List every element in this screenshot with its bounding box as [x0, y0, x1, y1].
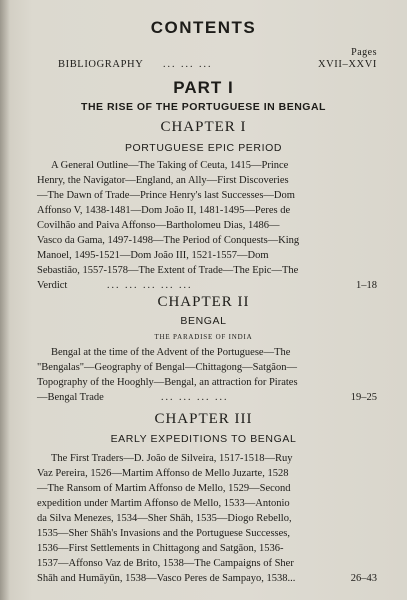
chapter-1-pages: 1–18 [356, 280, 377, 291]
entry-line-text: Verdict [37, 280, 68, 291]
entry-line: Covilhão and Paiva Affonso—Bartholomeu Dias, 1486— [37, 220, 280, 231]
entry-line: 1535—Sher Shāh's Invasions and the Portuguese Successes, [37, 528, 290, 539]
entry-line: 1537—Affonso Vaz de Brito, 1538—The Campaigns of Sher [37, 558, 294, 569]
entry-line: da Silva Menezes, 1534—Sher Shāh, 1535—Diogo Rebello, [37, 513, 292, 524]
entry-line: Affonso V, 1438-1481—Dom João II, 1481-1495—Peres de [37, 205, 291, 216]
chapter-1-heading: CHAPTER I [160, 119, 247, 135]
entry-line: Sebastião, 1557-1578—The Extent of Trade—The Epic—The [37, 265, 299, 276]
entry-line: "Bengalas"—Geography of Bengal—Chittagong—Satgãon— [37, 362, 297, 373]
chapter-3-heading: CHAPTER III [154, 411, 253, 427]
part-subtitle: THE RISE OF THE PORTUGUESE IN BENGAL [81, 101, 326, 113]
entry-line: A General Outline—The Taking of Ceuta, 1415—Prince [51, 160, 289, 171]
entry-line: The First Traders—D. João de Silveira, 1517-1518—Ruy [51, 453, 293, 464]
part-title: PART I [173, 78, 234, 97]
chapter-2-heading: CHAPTER II [157, 294, 250, 310]
leader-dots: ... ... ... ... ... [107, 280, 193, 291]
leader-dots: ... ... ... ... [161, 392, 229, 403]
entry-line: Henry, the Navigator—England, an Ally—First Discoveries [37, 175, 289, 186]
pages-column-label: Pages [351, 47, 377, 58]
chapter-1-title: PORTUGUESE EPIC PERIOD [124, 142, 283, 154]
entry-line: expedition under Martim Affonso de Mello, 1533—Antonio [37, 498, 290, 509]
chapter-2-title: BENGAL [180, 315, 227, 327]
entry-line: Bengal at the time of the Advent of the Portuguese—The [51, 347, 291, 358]
entry-last-line [37, 390, 377, 405]
entry-line: Manoel, 1495-1521—Dom João III, 1521-1557—Dom [37, 250, 269, 261]
bibliography-pages: XVII–XXVI [317, 59, 377, 70]
contents-heading: CONTENTS [150, 18, 257, 37]
entry-line: —The Dawn of Trade—Prince Henry's last Successes—Dom [37, 190, 295, 201]
bibliography-label: BIBLIOGRAPHY [58, 59, 144, 70]
entry-last-line [37, 278, 377, 293]
entry-line-text: Shāh and Humāyūn, 1538—Vasco Peres de Sampayo, 1538... [37, 573, 296, 584]
chapter-3-title: EARLY EXPEDITIONS TO BENGAL [110, 433, 297, 445]
entry-line: —The Ransom of Martim Affonso de Mello, 1529—Second [37, 483, 291, 494]
chapter-2-entry [37, 345, 377, 405]
entry-line-text: —Bengal Trade [37, 392, 104, 403]
leader-dots: ... ... ... [163, 59, 213, 70]
chapter-2-pages: 19–25 [350, 392, 377, 403]
bibliography-entry [58, 59, 377, 70]
entry-line: Vaz Pereira, 1526—Martim Affonso de Mello Juzarte, 1528 [37, 468, 289, 479]
chapter-1-entry [37, 158, 377, 293]
entry-line: 1536—First Settlements in Chittagong and Satgāon, 1536- [37, 543, 284, 554]
chapter-3-entry [37, 451, 377, 586]
entry-last-line [37, 571, 377, 586]
chapter-2-tagline: THE PARADISE OF INDIA [154, 333, 253, 341]
entry-line: Topography of the Hooghly—Bengal, an attraction for Pirates [37, 377, 298, 388]
entry-line: Vasco da Gama, 1497-1498—The Period of Conquests—King [37, 235, 300, 246]
chapter-3-pages: 26–43 [350, 573, 377, 584]
